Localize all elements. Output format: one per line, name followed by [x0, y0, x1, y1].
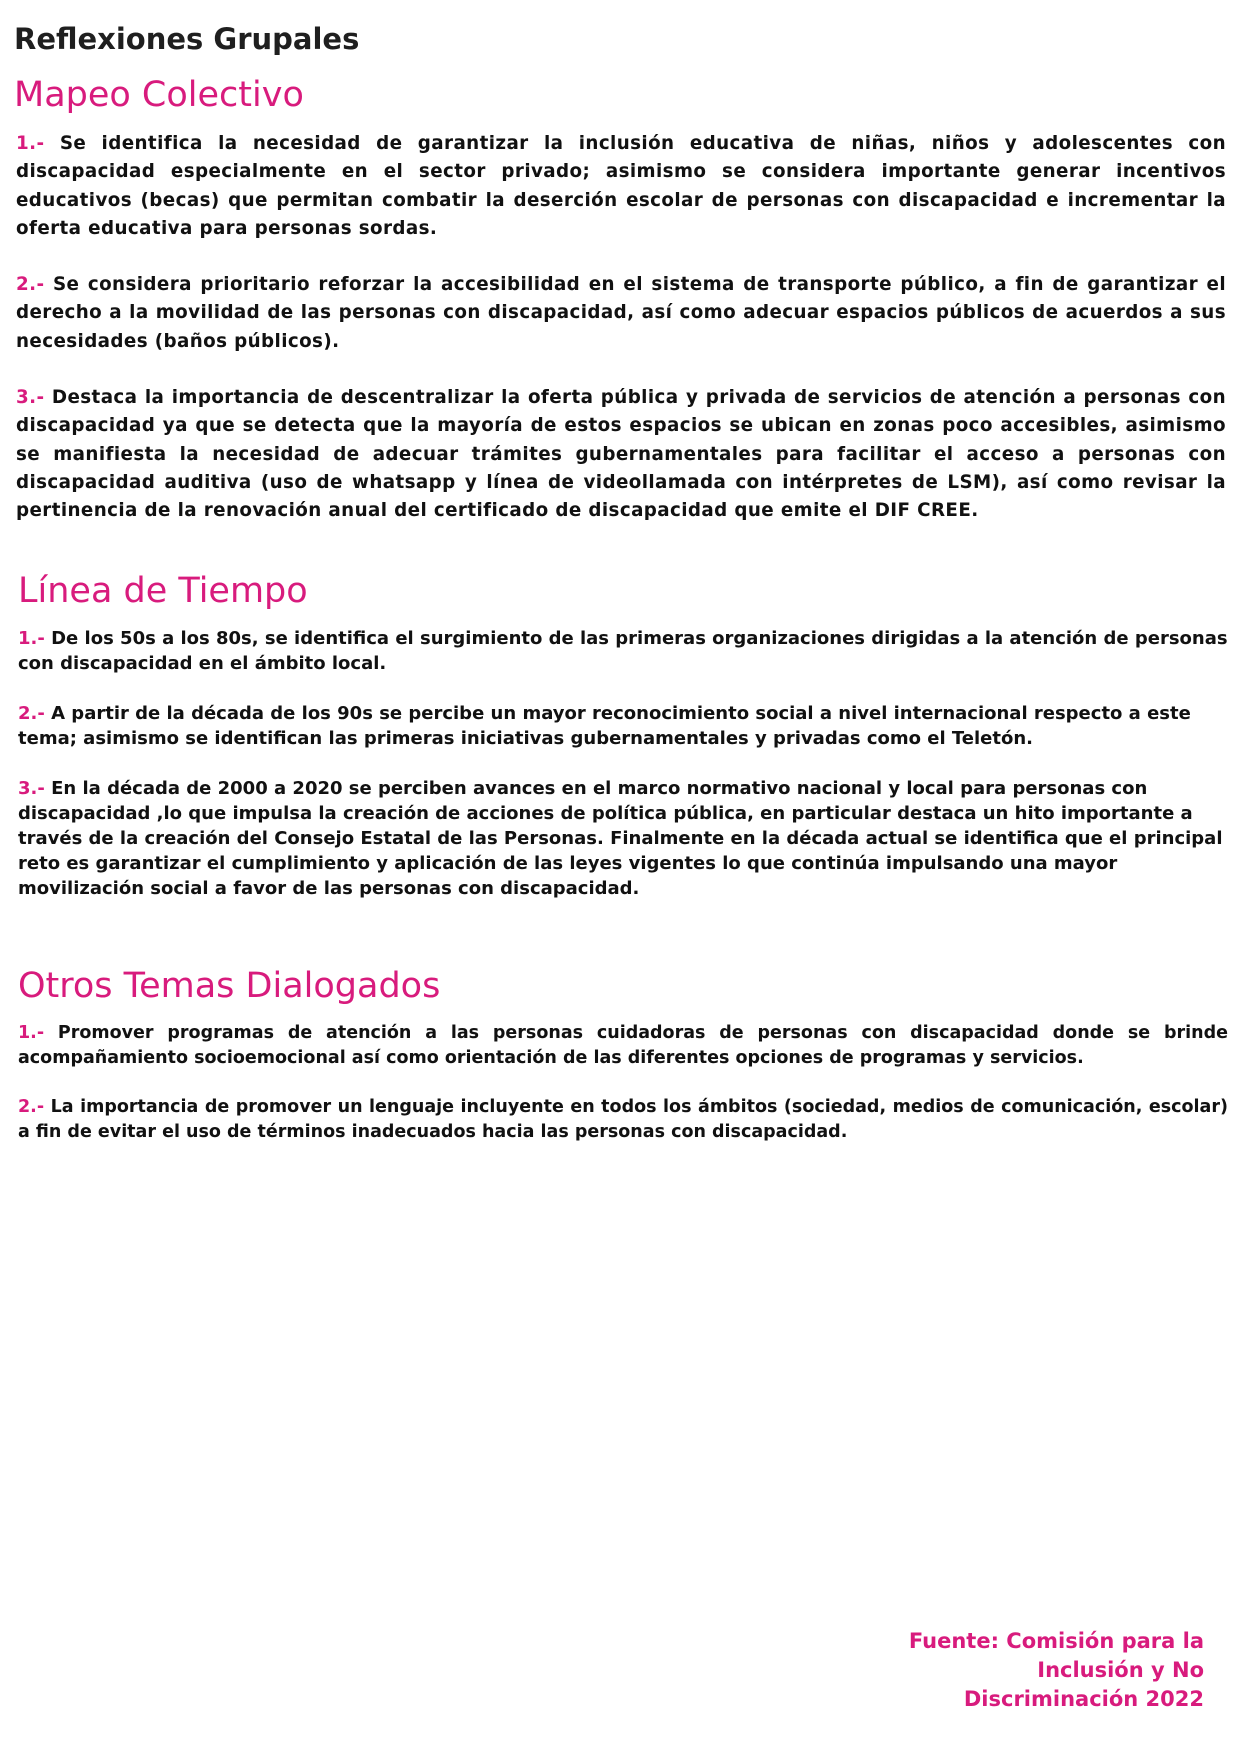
- list-item: [16, 384, 1226, 525]
- list-item: [18, 1021, 1228, 1071]
- item-text: Destaca la importancia de descentralizar la oferta pública y privada de servicios de atención a personas con discapacidad ya que se detecta que la mayoría de estos espacios se ubican en zonas poco accesibles, asimismo se manifiesta la necesidad de adecuar trámites gubernamentales para facilitar el acceso a personas con discapacidad auditiva (uso de whatsapp y línea de videollamada con intérpretes de LSM), así como revisar la pertinencia de la renovación anual del certificado de discapacidad que emite el DIF CREE.: [16, 387, 1226, 522]
- item-number: 2.-: [18, 703, 45, 724]
- list-item: [16, 271, 1226, 356]
- section-linea-de-tiempo: [0, 568, 1240, 901]
- section-otros-temas-dialogados: [0, 963, 1240, 1145]
- list-item: [18, 1095, 1228, 1145]
- section-heading-linea-de-tiempo: Línea de Tiempo: [18, 571, 308, 611]
- item-number: 1.-: [18, 1023, 45, 1043]
- item-number: 3.-: [18, 778, 45, 799]
- list-item: [16, 130, 1226, 243]
- section-heading-otros-temas: Otros Temas Dialogados: [18, 966, 441, 1006]
- page-title: Reflexiones Grupales: [14, 22, 360, 56]
- item-text: Se identifica la necesidad de garantizar la inclusión educativa de niñas, niños y adolescentes con discapacidad especialmente en el sector privado; asimismo se considera importante generar incentivos educativos (becas) que permitan combatir la deserción escolar de personas con discapacidad e incrementar la oferta educativa para personas sordas.: [16, 133, 1226, 239]
- item-number: 2.-: [18, 1097, 45, 1117]
- item-number: 1.-: [18, 628, 45, 649]
- item-number: 1.-: [16, 133, 45, 154]
- item-number: 2.-: [16, 274, 45, 296]
- section-heading-mapeo-colectivo: Mapeo Colectivo: [14, 75, 304, 115]
- source-citation: Fuente: Comisión para la Inclusión y No Discriminación 2022: [908, 1629, 1204, 1711]
- item-number: 3.-: [16, 387, 45, 409]
- list-item: [18, 626, 1228, 676]
- list-item: [18, 701, 1228, 751]
- section-mapeo-colectivo: [0, 72, 1240, 526]
- item-text: A partir de la década de los 90s se percibe un mayor reconocimiento social a nivel internacional respecto a este tema; asimismo se identifican las primeras iniciativas gubernamentales y privadas como el Teletón.: [18, 703, 1191, 749]
- item-text: Se considera prioritario reforzar la accesibilidad en el sistema de transporte público, a fin de garantizar el derecho a la movilidad de las personas con discapacidad, así como adecuar espacios públicos de acuerdos a sus necesidades (baños públicos).: [16, 274, 1226, 352]
- list-item: [18, 776, 1228, 901]
- item-text: De los 50s a los 80s, se identifica el surgimiento de las primeras organizaciones dirigidas a la atención de personas con discapacidad en el ámbito local.: [18, 628, 1228, 674]
- item-text: La importancia de promover un lenguaje incluyente en todos los ámbitos (sociedad, medios de comunicación, escolar) a fin de evitar el uso de términos inadecuados hacia las personas con discapacidad.: [18, 1097, 1228, 1142]
- item-text: Promover programas de atención a las personas cuidadoras de personas con discapacidad donde se brinde acompañamiento socioemocional así como orientación de las diferentes opciones de programas y servicios.: [18, 1023, 1228, 1068]
- item-text: En la década de 2000 a 2020 se perciben avances en el marco normativo nacional y local para personas con discapacidad ,lo que impulsa la creación de acciones de política pública, en particular destaca un hito importante a través de la creación del Consejo Estatal de las Personas. Finalmente en la década actual se identifica que el principal reto es garantizar el cumplimiento y aplicación de las leyes vigentes lo que continúa impulsando una mayor movilización social a favor de las personas con discapacidad.: [18, 778, 1223, 899]
